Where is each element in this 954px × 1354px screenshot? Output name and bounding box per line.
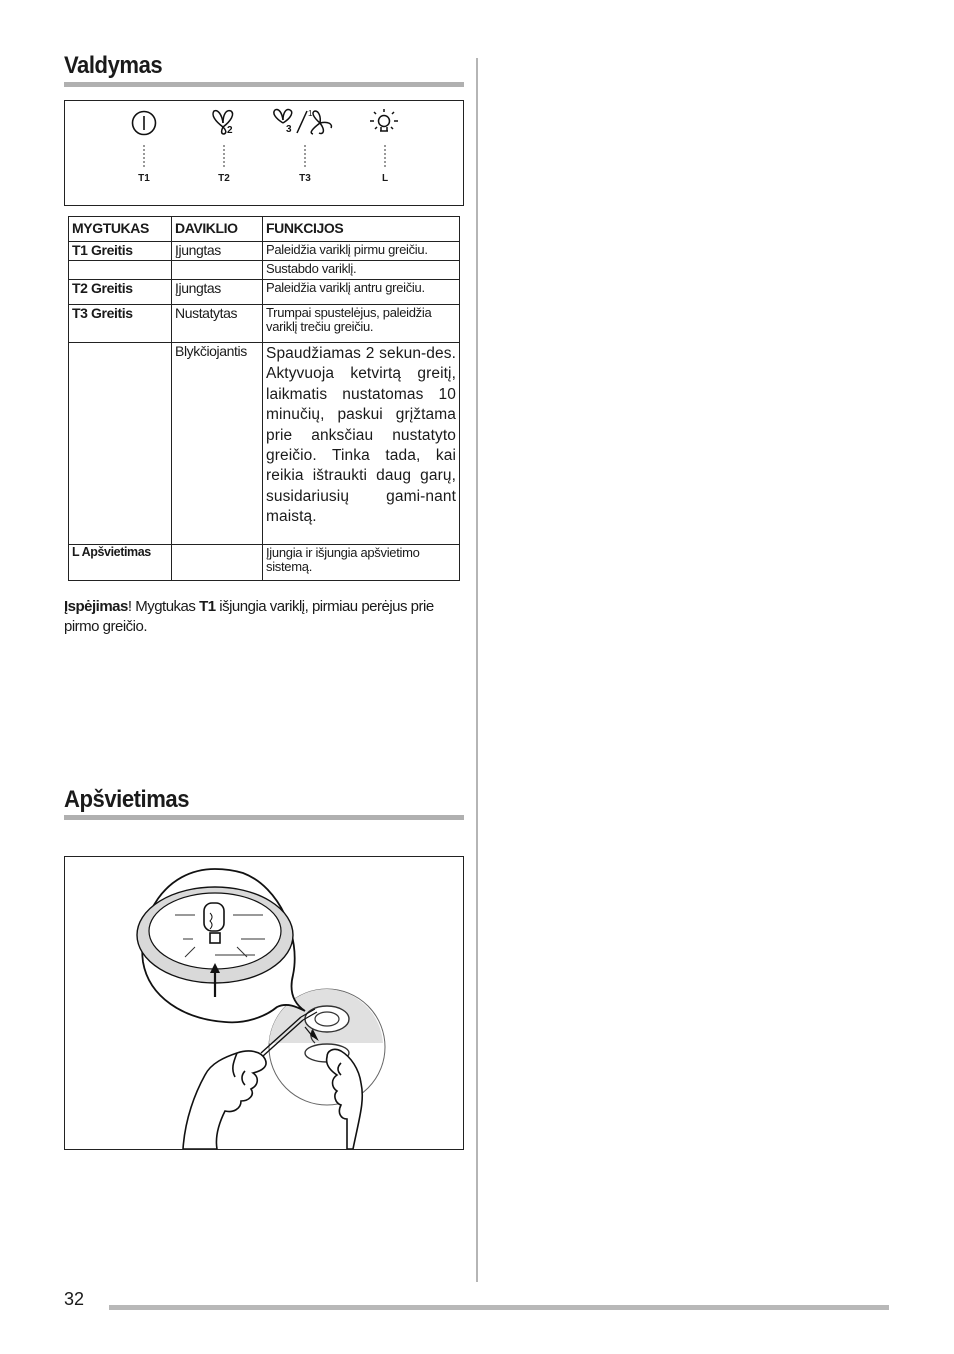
- page-number: 32: [64, 1289, 85, 1309]
- header-function: FUNKCIJOS: [263, 217, 460, 242]
- fan-speed-2-icon: [213, 111, 233, 136]
- control-panel-diagram: [64, 100, 464, 206]
- row-indicator: [172, 261, 263, 280]
- svg-text:3: 3: [286, 124, 292, 135]
- warning-text-1: ! Mygtukas: [127, 598, 200, 615]
- column-divider: [476, 58, 478, 1282]
- row-function: Paleidžia variklį pirmu greičiu.: [263, 242, 460, 261]
- title-underline: [64, 815, 464, 820]
- section-title-controls: Valdymas: [64, 52, 163, 79]
- table-row: [69, 261, 460, 280]
- table-row: [69, 343, 460, 545]
- button-label-t1: T1: [138, 173, 150, 184]
- row-button: T3 Greitis: [69, 305, 172, 343]
- row-function: Trumpai spustelėjus, paleidžia variklį trečiu greičiu.: [263, 305, 460, 343]
- right-hand-drawing: [327, 1049, 363, 1149]
- svg-text:2: 2: [227, 125, 233, 136]
- warning-note: [64, 597, 464, 637]
- functions-table: [68, 216, 460, 581]
- row-function: Spaudžiamas 2 sekun-des. Aktyvuoja ketvirtą greitį, laikmatis nustatomas 10 minučių, paskui grįžtama prie anksčiau nustatyto greičio. Tinka tada, kai reikia ištraukti daug garų, susidariusių gami-nant maistą.: [263, 343, 460, 545]
- row-function: Sustabdo variklį.: [263, 261, 460, 280]
- row-button: L Apšvietimas: [69, 545, 172, 581]
- header-indicator: DAVIKLIO: [172, 217, 263, 242]
- title-underline: [64, 82, 464, 87]
- table-header-row: [69, 217, 460, 242]
- button-label-l: L: [381, 173, 389, 184]
- lamp-replacement-illustration: [64, 856, 464, 1150]
- warning-button-ref: T1: [199, 598, 216, 615]
- row-function: Įjungia ir išjungia apšvietimo sistemą.: [263, 545, 460, 581]
- row-indicator: Įjungtas: [172, 280, 263, 305]
- row-function: Paleidžia variklį antru greičiu.: [263, 280, 460, 305]
- section-title-lighting: Apšvietimas: [64, 786, 190, 813]
- table-row: [69, 305, 460, 343]
- row-indicator: Įjungtas: [172, 242, 263, 261]
- zoom-detail-bubble: [137, 869, 305, 1022]
- row-button: T1 Greitis: [69, 242, 172, 261]
- row-button: T2 Greitis: [69, 280, 172, 305]
- row-indicator: [172, 545, 263, 581]
- row-button: [69, 343, 172, 545]
- left-hand-drawing: [183, 1051, 266, 1149]
- header-button: MYGTUKAS: [69, 217, 172, 242]
- row-button: [69, 261, 172, 280]
- button-label-t3: T3: [299, 173, 311, 184]
- table-row: [69, 242, 460, 261]
- row-indicator: Blykčiojantis: [172, 343, 263, 545]
- power-icon: [133, 112, 156, 135]
- lamp-fixture-drawing: [269, 989, 385, 1105]
- table-row: [69, 545, 460, 581]
- warning-label: Įspėjimas: [64, 598, 128, 615]
- footer-rule: [109, 1305, 889, 1310]
- warning-text-2: išjungia variklį, pirmiau perėjus prie pirmo greičio.: [64, 598, 434, 635]
- row-indicator: Nustatytas: [172, 305, 263, 343]
- svg-text:1: 1: [308, 109, 313, 118]
- button-label-t2: T2: [218, 173, 230, 184]
- table-row: [69, 280, 460, 305]
- light-bulb-icon: [370, 109, 398, 131]
- fan-speed-3-boost-icon: [274, 109, 332, 135]
